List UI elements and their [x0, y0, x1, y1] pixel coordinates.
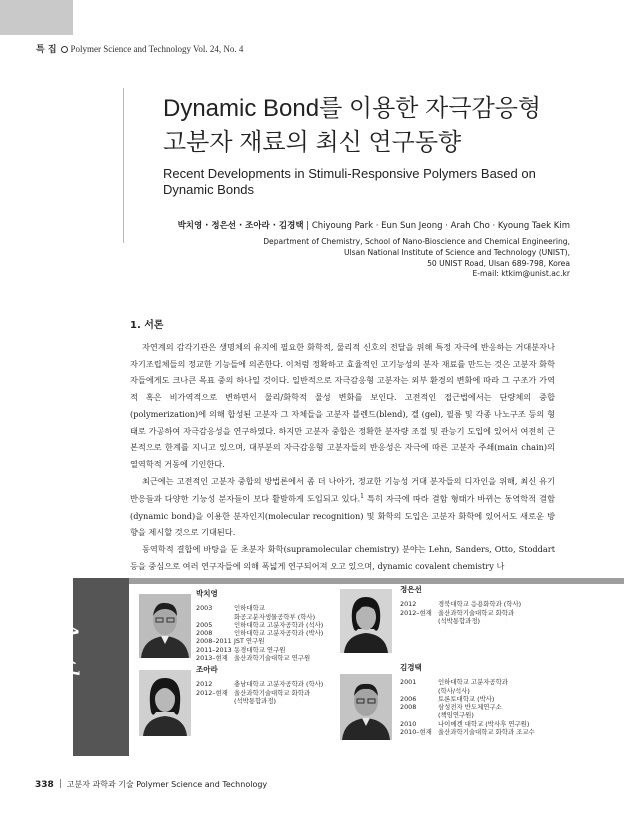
history-year [400, 687, 438, 695]
history-text: 울산과학기술대학교 화학과 [438, 608, 515, 617]
author-name: 정은선 [400, 585, 422, 594]
korean-title-line: 고분자 재료의 최신 연구동향 [163, 129, 462, 156]
history-year: 2012–현재 [400, 608, 432, 617]
history-year: 2011–2013 [196, 645, 232, 654]
history-year: 2012 [400, 600, 417, 609]
author-history [196, 680, 323, 705]
paragraph: 자연계의 감각기관은 생명체의 유지에 필요한 화학적, 물리적 신호의 전달을 위해 특정 자극에 반응하는 거대분자나 자기조립체들의 정교한 기능들에 의존한다. 이처럼 정확하고 효율적인 고기능성의 분자 재료를 만드는 것은 고분자 화학자들에게도 크나큰 목표 중의 하나일 것이다. 일반적으로 자극감응형 고분자는 외부 환경의 변화에 따라 그 구조가 가역적 혹은 비가역적으로 변하면서 물리/화학적 물성 변화를 보인다. 고전적인 접근법에서는 단량체의 중합(polymerization)에 의해 합성된 고분자 그 자체들을 고분자 블렌드(blend), 겔 (gel), 필름 및 각종 나노구조 등의 형태로 가공하여 자극감응성을 연구하였다. 하지만 고분자 중합은 정확한 분자량 조절 및 관능기 도입에 있어서 여전히 근본적으로 한계를 지니고 있으며, 대부분의 자극감응형 고분자들의 반응성은 자극에 따른 고분자 주쇄(main chain)의 열역학적 거동에 기인한다. [130, 342, 555, 469]
header-corner-box [0, 0, 73, 35]
author-name: 조아라 [196, 665, 218, 674]
footer-journal: 고분자 과학과 기술 Polymer Science and Technology [66, 780, 268, 789]
history-text: 인하대학교 고분자공학과 (박사) [234, 629, 324, 638]
history-year: 2008 [196, 629, 213, 638]
circle-bullet-icon [61, 46, 68, 53]
author-byline [178, 219, 570, 231]
author-history [196, 604, 323, 662]
author-name: 박치영 [196, 589, 218, 598]
history-year: 2006 [400, 694, 417, 703]
history-text: 토론토대학교 (박사) [438, 694, 495, 703]
history-year [400, 617, 438, 625]
history-year [400, 711, 438, 719]
author-history [400, 678, 535, 736]
history-text: 충남대학교 고분자공학과 (학사) [234, 680, 324, 689]
history-text: 울산과학기술대학교 연구원 [234, 654, 311, 663]
history-text: 삼성전자 반도체연구소 [438, 703, 502, 712]
author-photo [139, 594, 191, 658]
history-text: 인하대학교 고분자공학과 [438, 678, 508, 687]
history-text: 인하대학교 고분자공학과 (석사) [234, 620, 324, 629]
history-year: 2012 [196, 680, 213, 689]
author-bio [400, 586, 521, 625]
authors-english: | Chiyoung Park · Eun Sun Jeong · Arah Cho · Kyoung Taek Kim [306, 221, 570, 231]
page-footer [35, 779, 267, 790]
history-year [196, 697, 234, 705]
history-year: 2003 [196, 604, 213, 613]
author-bio [196, 590, 323, 662]
author-name: 김경택 [400, 663, 422, 672]
history-text: 울산과학기술대학교 화학과 조교수 [438, 728, 535, 737]
korean-title-line: Dynamic Bond를 이용한 자극감응형 [163, 95, 542, 122]
history-year: 2001 [400, 678, 417, 687]
author-sidebar-label: Author [52, 620, 85, 716]
history-year: 2008–2011 [196, 637, 232, 646]
english-title-line: Recent Developments in Stimuli-Responsive Polymers Based on [163, 166, 536, 181]
history-text: 울산과학기술대학교 화학과 [234, 688, 311, 697]
history-text: (책임연구원) [438, 711, 474, 720]
history-text: 화공고분자생물공학부 (학사) [234, 612, 316, 621]
history-text: JST 연구원 [234, 637, 265, 646]
author-bio [400, 664, 535, 736]
author-photo [340, 589, 392, 653]
history-text: 동경대학교 연구원 [234, 645, 286, 654]
history-year [196, 613, 234, 621]
history-year: 2012–현재 [196, 688, 228, 697]
author-history [400, 600, 521, 625]
reference-mark: 1 [360, 493, 364, 501]
title-rule [123, 88, 124, 243]
english-title [163, 166, 583, 198]
body-text [130, 339, 555, 575]
author-section-rule [73, 578, 624, 584]
history-text: 경북대학교 응용화학과 (학사) [438, 600, 522, 609]
affiliation-line: Ulsan National Institute of Science and Technology (UNIST), [343, 247, 570, 257]
email: E-mail: ktkim@unist.ac.kr [472, 269, 570, 279]
history-text: (학사/석사) [438, 686, 470, 695]
affiliation [263, 237, 570, 280]
page-number: 338 [35, 780, 54, 790]
history-year: 2010 [400, 719, 417, 728]
affiliation-line: Department of Chemistry, School of Nano-Bioscience and Chemical Engineering, [263, 237, 570, 246]
history-year: 2010–현재 [400, 728, 432, 737]
paragraph: 동역학적 결합에 바탕을 둔 초분자 화학(supramolecular chemistry) 분야는 Lehn, Sanders, Otto, Stoddart 등을 중심으로 여러 연구자들에 의해 폭넓게 연구되어져 오고 있으며, dynamic covalent chemistry 나 [130, 544, 555, 571]
history-year: 2013–현재 [196, 654, 228, 663]
author-photo [139, 670, 191, 736]
history-text: (석박통합과정) [234, 696, 277, 705]
history-year: 2005 [196, 620, 213, 629]
author-photo [340, 674, 392, 740]
author-bio [196, 666, 323, 705]
paragraph [130, 473, 555, 542]
korean-title [163, 92, 541, 160]
section-label: 특 집 [36, 45, 57, 55]
authors-korean: 박치영 · 정은선 · 조아라 · 김경택 [177, 221, 304, 231]
footer-divider [60, 779, 61, 788]
journal-citation: Polymer Science and Technology Vol. 24, No. 4 [70, 44, 244, 54]
english-title-line: Dynamic Bonds [163, 182, 255, 197]
paragraph-text: 특히 자극에 따라 결합 형태가 바뀌는 동역학적 결합(dynamic bond)을 이용한 분자인지(molecular recognition) 및 화학의 도입은 고분자 화학에 있어서도 새로운 방향을 제시할 것으로 기대된다. [130, 494, 555, 538]
history-text: (석박통합과정) [438, 616, 481, 625]
affiliation-line: 50 UNIST Road, Ulsan 689-798, Korea [427, 258, 570, 268]
history-year: 2008 [400, 703, 417, 712]
history-text: 나이메겐 대학교 (박사후 연구원) [438, 719, 530, 728]
section-heading: 1. 서론 [130, 320, 164, 331]
history-text: 인하대학교 [234, 604, 265, 613]
running-header [36, 42, 243, 55]
paragraph-text: 최근에는 고전적인 고분자 중합의 방법론에서 좀 더 나아가, 정교한 기능성 거대 분자들의 디자인을 위해, 최신 유기반응들과 다양한 기능성 분자들이 보다 활발하게 도입되고 있다. [130, 475, 555, 505]
